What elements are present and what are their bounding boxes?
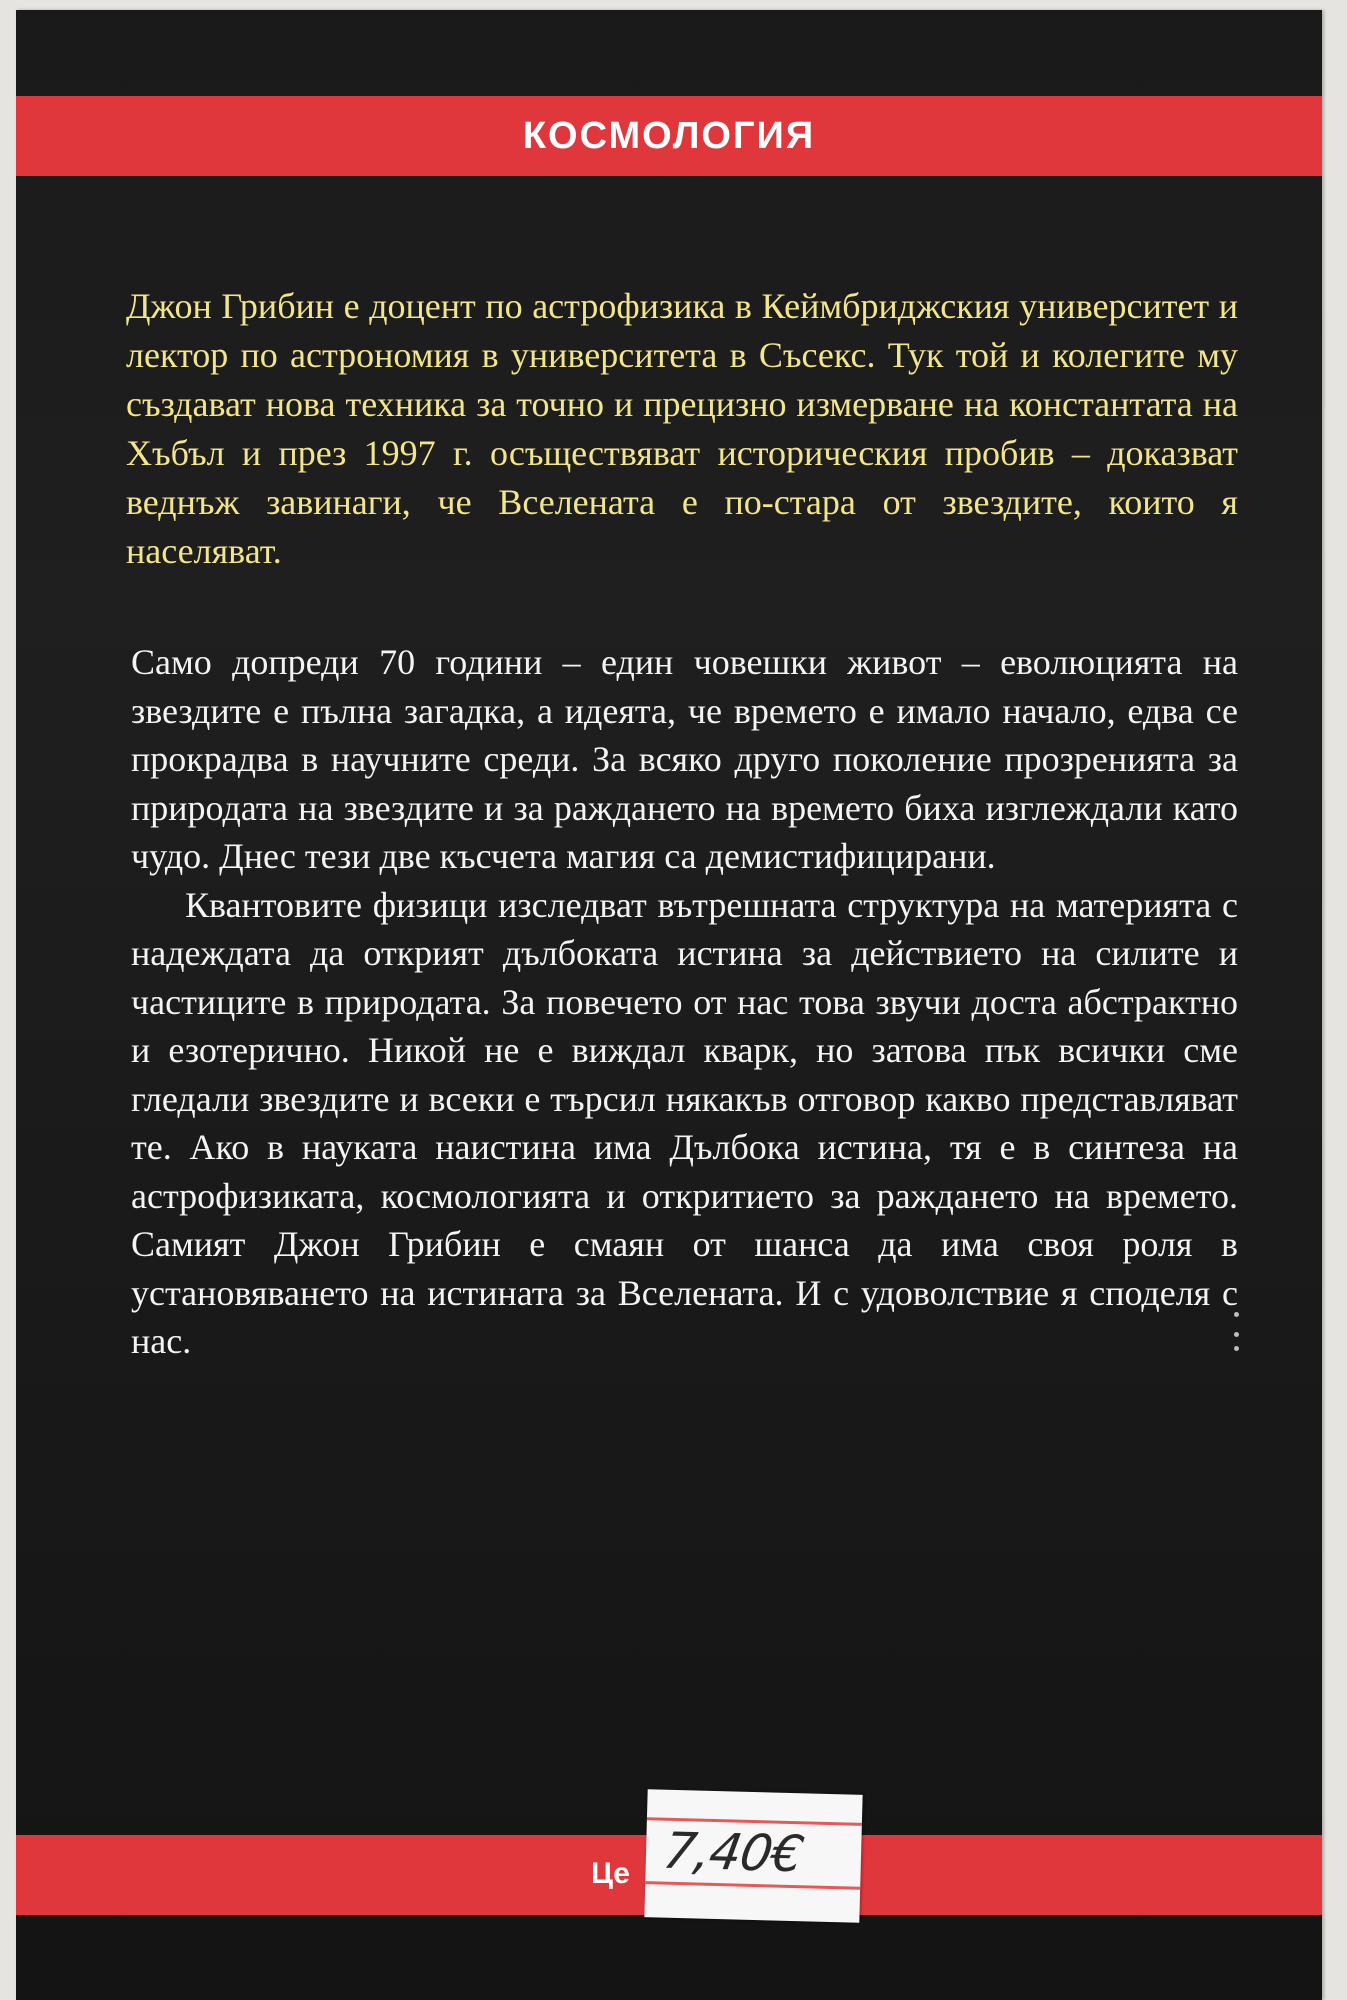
cover-scratch-mark xyxy=(1234,1332,1239,1337)
cover-scratch-mark xyxy=(1234,1312,1239,1317)
sticker-stripe xyxy=(645,1881,860,1890)
price-sticker xyxy=(644,1789,862,1923)
top-red-band xyxy=(16,96,1322,176)
cover-scratch-mark xyxy=(1234,1346,1239,1351)
blurb-paragraph-1: Само допреди 70 години – един човешки живот – еволюцията на звездите е пълна загадка, а идеята, че времето е имало начало, едва се прокрадва в научните среди. За всяко друго поколение прозренията за природата на звездите и за раждането на времето биха изглеждали като чудо. Днес тези две късчета магия са демистифицирани. xyxy=(131,642,1238,876)
blurb xyxy=(131,638,1238,1366)
book-back-cover xyxy=(16,10,1322,2000)
handwritten-price: 7,40€ xyxy=(659,1821,808,1884)
category-title: КОСМОЛОГИЯ xyxy=(522,115,816,157)
blurb-paragraph-2: Квантовите физици изследват вътрешната структура на материята с надеждата да открият дълбоката истина за действието на силите и частиците в природата. За повечето от нас това звучи доста абстрактно и езотерично. Никой не е виждал кварк, но затова пък всички сме гледали звездите и всеки е търсил някакъв отговор какво представляват те. Ако в науката наистина има Дълбока истина, тя е в синтеза на астрофизиката, космологията и откритието за раждането на времето. Самият Джон Грибин е смаян от шанса да има своя роля в установяването на истината за Вселената. И с удоволствие я споделя с нас. xyxy=(131,884,1238,1361)
author-intro: Джон Грибин е доцент по астрофизика в Кеймбриджския университет и лектор по астрономия в университета в Съсекс. Тук той и колегите му създават нова техника за точно и прецизно измерване на константата на Хъбъл и през 1997 г. осъществяват историческия пробив – доказват веднъж завинаги, че Вселената е по-стара от звездите, които я населяват. xyxy=(126,286,1238,571)
price-label-partial: Це xyxy=(591,1857,630,1890)
